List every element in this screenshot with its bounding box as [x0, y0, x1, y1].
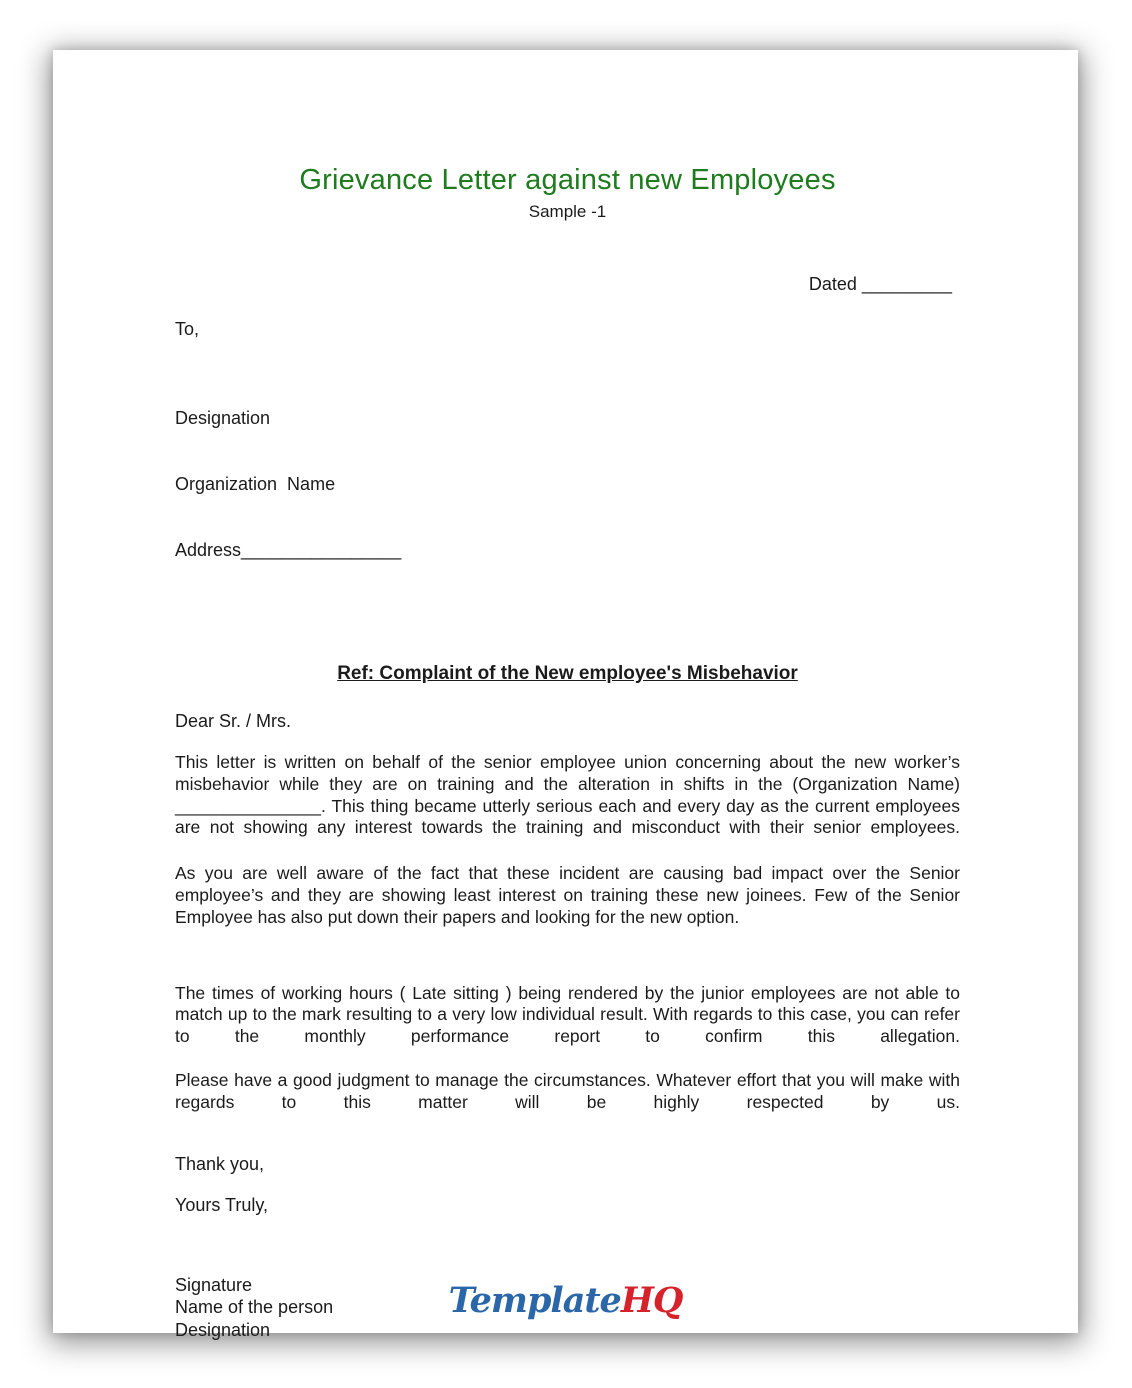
- closing-line: Yours Truly,: [175, 1194, 269, 1215]
- thank-you-line: Thank you,: [175, 1153, 265, 1174]
- body-paragraph: As you are well aware of the fact that these incident are causing bad impact over the Senior employee’s and they are showing least interest on training these new joinees. Few of the Senior Employee has also put down their papers and looking for the new option.: [175, 863, 960, 927]
- body-paragraph: This letter is written on behalf of the senior employee union concerning about the new worker’s misbehavior while they are on training and the alteration in shifts in the (Organization Name) _______________. This thing became utterly serious each and every day as the current employees are not showing any interest towards the training and misconduct with their senior employees.: [175, 752, 960, 838]
- letter-page: [53, 50, 1078, 1340]
- signer-name-line: Name of the person: [175, 1297, 334, 1318]
- signature-line: Signature: [175, 1274, 253, 1295]
- recipient-to-label: To,: [175, 319, 200, 339]
- recipient-address-field: Address________________: [175, 540, 402, 560]
- recipient-organization: Organization Name: [175, 474, 336, 494]
- signer-designation-line: Designation: [175, 1319, 271, 1340]
- page-title: Grievance Letter against new Employees: [299, 164, 836, 196]
- recipient-block: [175, 363, 960, 605]
- logo-text-template: Template: [448, 1280, 621, 1321]
- body-paragraph: The times of working hours ( Late sitting ) being rendered by the junior employees are not able to match up to the mark resulting to a very low individual result. With regards to this case, you can refer to the monthly performance report to confirm this allegation.: [175, 982, 960, 1047]
- logo-text-hq: HQ: [620, 1280, 683, 1321]
- body-paragraph: Please have a good judgment to manage the circumstances. Whatever effort that you will make with regards to this matter will be highly respected by us.: [175, 1069, 960, 1112]
- recipient-designation: Designation: [175, 408, 271, 428]
- templatehq-logo: [53, 1280, 1078, 1321]
- dated-field: Dated _________: [808, 274, 952, 294]
- salutation: Dear Sr. / Mrs.: [175, 711, 292, 731]
- letter-content: [53, 50, 1078, 1340]
- reference-subject-heading: Ref: Complaint of the New employee's Misbehavior: [337, 663, 798, 684]
- page-subtitle: Sample -1: [528, 202, 607, 221]
